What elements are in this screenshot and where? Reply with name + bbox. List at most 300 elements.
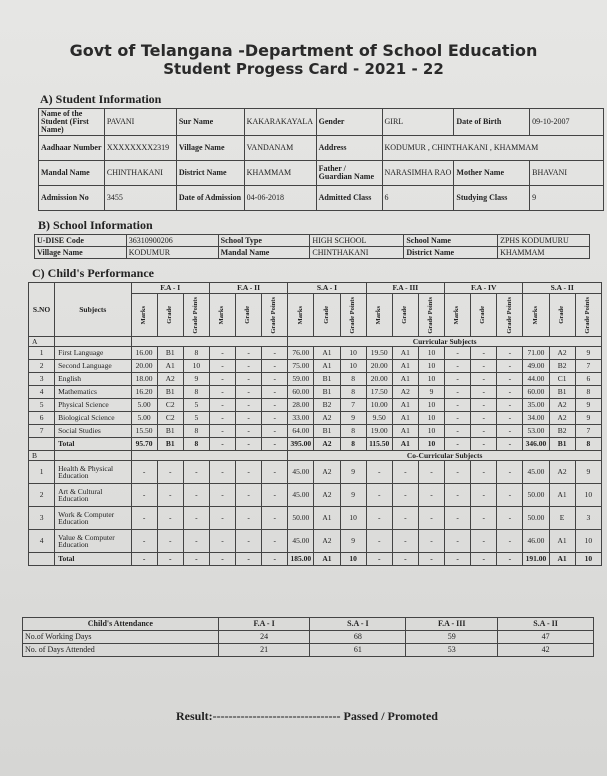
total-cell: -: [418, 553, 444, 566]
grade-cell: 10: [183, 360, 209, 373]
student-info-heading: A) Student Information: [40, 92, 162, 106]
udise-value: 36310900206: [126, 235, 218, 247]
grade-cell: 28.00: [288, 399, 314, 412]
col-header-label: Grade Points: [348, 296, 356, 334]
col-header: [288, 294, 314, 337]
admno-label: Admission No: [39, 186, 105, 211]
grade-cell: -: [497, 360, 523, 373]
grade-cell: -: [471, 425, 497, 438]
grade-cell: 16.00: [131, 347, 157, 360]
grade-cell: -: [236, 461, 262, 484]
grade-cell: -: [497, 530, 523, 553]
grade-cell: -: [497, 347, 523, 360]
col-header: [471, 294, 497, 337]
grade-cell: 8: [340, 373, 366, 386]
udise-label: U-DISE Code: [35, 235, 127, 247]
section-letter: A: [29, 337, 55, 347]
grade-cell: 9: [575, 399, 601, 412]
school-mandal-label: Mandal Name: [218, 247, 310, 259]
grade-cell: 8: [340, 386, 366, 399]
grade-cell: -: [445, 360, 471, 373]
result-value: Passed / Promoted: [343, 709, 438, 723]
grade-cell: A2: [314, 484, 340, 507]
school-info-table: [34, 234, 590, 259]
grade-cell: 9: [418, 386, 444, 399]
performance-heading: C) Child's Performance: [32, 266, 154, 280]
grade-cell: 50.00: [523, 484, 549, 507]
total-cell: 346.00: [523, 438, 549, 451]
att-value: 24: [218, 631, 310, 644]
grade-cell: C2: [157, 399, 183, 412]
grade-cell: -: [157, 507, 183, 530]
grade-cell: 50.00: [288, 507, 314, 530]
col-header: [209, 294, 235, 337]
grade-cell: 10: [340, 507, 366, 530]
grade-cell: -: [236, 360, 262, 373]
grade-cell: 10: [418, 347, 444, 360]
grade-cell: -: [471, 373, 497, 386]
att-value: 68: [310, 631, 406, 644]
subject-name: Total: [55, 553, 131, 566]
grade-cell: -: [497, 412, 523, 425]
col-header: [131, 294, 157, 337]
row-sno: 1: [29, 347, 55, 360]
grade-cell: 15.50: [131, 425, 157, 438]
section-spacer: [55, 337, 131, 347]
grade-cell: B1: [549, 386, 575, 399]
grade-cell: 44.00: [523, 373, 549, 386]
grade-cell: A1: [314, 347, 340, 360]
grade-cell: -: [236, 373, 262, 386]
grade-cell: -: [445, 373, 471, 386]
exam-header: F.A - II: [209, 283, 287, 294]
grade-cell: 9: [575, 461, 601, 484]
name-value: PAVANI: [104, 109, 176, 136]
grade-cell: A1: [392, 373, 418, 386]
total-cell: A1: [314, 553, 340, 566]
grade-cell: -: [209, 425, 235, 438]
col-header-label: Grade Points: [584, 296, 592, 334]
subject-name: Physical Science: [55, 399, 131, 412]
grade-cell: -: [209, 360, 235, 373]
exam-header: S.A - II: [523, 283, 602, 294]
total-cell: 10: [575, 553, 601, 566]
total-cell: -: [209, 553, 235, 566]
section-letter: B: [29, 451, 55, 461]
grade-cell: -: [209, 412, 235, 425]
grade-cell: -: [471, 484, 497, 507]
total-cell: 395.00: [288, 438, 314, 451]
total-cell: -: [445, 438, 471, 451]
att-value: 53: [406, 644, 498, 657]
attendance-table: [22, 617, 594, 657]
page-title: Govt of Telangana -Department of School Education: [69, 41, 538, 60]
total-cell: 8: [575, 438, 601, 451]
grade-cell: -: [392, 461, 418, 484]
grade-cell: -: [445, 530, 471, 553]
grade-cell: 9: [575, 412, 601, 425]
grade-cell: 8: [183, 386, 209, 399]
grade-cell: B1: [157, 347, 183, 360]
row-sno: 5: [29, 399, 55, 412]
grade-cell: 8: [340, 425, 366, 438]
col-header-label: Marks: [139, 305, 147, 325]
grade-cell: 10: [418, 399, 444, 412]
subject-name: Total: [55, 438, 131, 451]
grade-cell: A1: [314, 507, 340, 530]
grade-cell: 19.50: [366, 347, 392, 360]
col-header-label: Grade: [165, 306, 173, 324]
studclass-value: 9: [530, 186, 604, 211]
grade-cell: 10: [418, 425, 444, 438]
grade-cell: -: [497, 461, 523, 484]
grade-cell: -: [497, 507, 523, 530]
grade-cell: 45.00: [288, 530, 314, 553]
grade-cell: -: [418, 507, 444, 530]
grade-cell: -: [183, 484, 209, 507]
grade-cell: E: [549, 507, 575, 530]
total-cell: -: [471, 553, 497, 566]
total-cell: -: [157, 553, 183, 566]
col-header: [236, 294, 262, 337]
grade-cell: A2: [314, 412, 340, 425]
grade-cell: -: [183, 530, 209, 553]
total-cell: 8: [183, 438, 209, 451]
grade-cell: 71.00: [523, 347, 549, 360]
grade-cell: 20.00: [366, 360, 392, 373]
grade-cell: -: [209, 507, 235, 530]
grade-cell: -: [418, 461, 444, 484]
grade-cell: -: [183, 461, 209, 484]
grade-cell: -: [209, 347, 235, 360]
grade-cell: 6: [575, 373, 601, 386]
col-header: [340, 294, 366, 337]
grade-cell: 7: [340, 399, 366, 412]
doa-value: 04-06-2018: [244, 186, 316, 211]
subject-name: First Language: [55, 347, 131, 360]
grade-cell: A1: [392, 425, 418, 438]
working-days-label: No.of Working Days: [23, 631, 219, 644]
total-cell: -: [262, 553, 288, 566]
grade-cell: 8: [183, 425, 209, 438]
grade-cell: -: [262, 425, 288, 438]
father-label: Father / Guardian Name: [316, 161, 382, 186]
grade-cell: -: [131, 507, 157, 530]
grade-cell: 20.00: [131, 360, 157, 373]
col-header: [549, 294, 575, 337]
col-header-label: Marks: [374, 305, 382, 325]
surname-label: Sur Name: [176, 109, 244, 136]
gender-value: GIRL: [382, 109, 454, 136]
grade-cell: 9: [183, 373, 209, 386]
row-sno: 2: [29, 484, 55, 507]
school-village-label: Village Name: [35, 247, 127, 259]
grade-cell: -: [497, 484, 523, 507]
col-header: [183, 294, 209, 337]
row-sno: 1: [29, 461, 55, 484]
village-label: Village Name: [176, 136, 244, 161]
col-header: [262, 294, 288, 337]
total-cell: 10: [340, 553, 366, 566]
grade-cell: -: [236, 386, 262, 399]
cocurricular-heading: Co-Curricular Subjects: [288, 451, 602, 461]
grade-cell: 9: [340, 461, 366, 484]
grade-cell: -: [418, 530, 444, 553]
subject-name: Social Studies: [55, 425, 131, 438]
name-label: Name of the Student (First Name): [39, 109, 105, 136]
grade-cell: A2: [549, 412, 575, 425]
subject-name: Mathematics: [55, 386, 131, 399]
grade-cell: -: [183, 507, 209, 530]
dob-value: 09-10-2007: [530, 109, 604, 136]
exam-header: F.A - III: [366, 283, 444, 294]
col-header-label: Grade Points: [270, 296, 278, 334]
grade-cell: 75.00: [288, 360, 314, 373]
grade-cell: -: [262, 347, 288, 360]
grade-cell: -: [131, 530, 157, 553]
grade-cell: 49.00: [523, 360, 549, 373]
col-header-label: Marks: [531, 305, 539, 325]
grade-cell: A1: [392, 399, 418, 412]
grade-cell: 50.00: [523, 507, 549, 530]
grade-cell: -: [157, 530, 183, 553]
grade-cell: C2: [157, 412, 183, 425]
grade-cell: -: [366, 507, 392, 530]
grade-cell: A2: [549, 347, 575, 360]
total-cell: 115.50: [366, 438, 392, 451]
grade-cell: 16.20: [131, 386, 157, 399]
subject-name: Work & Computer Education: [55, 507, 131, 530]
grade-cell: -: [445, 399, 471, 412]
school-village-value: KODUMUR: [126, 247, 218, 259]
admno-value: 3455: [104, 186, 176, 211]
school-district-label: District Name: [404, 247, 498, 259]
days-attended-label: No. of Days Attended: [23, 644, 219, 657]
mandal-label: Mandal Name: [39, 161, 105, 186]
aadhaar-value: XXXXXXXX2319: [104, 136, 176, 161]
total-cell: -: [392, 553, 418, 566]
mother-label: Mother Name: [454, 161, 530, 186]
grade-cell: 9: [340, 484, 366, 507]
grade-cell: A2: [549, 399, 575, 412]
grade-cell: 60.00: [523, 386, 549, 399]
grade-cell: 19.00: [366, 425, 392, 438]
grade-cell: B1: [157, 425, 183, 438]
grade-cell: -: [236, 507, 262, 530]
section-spacer: [55, 451, 131, 461]
subject-name: Biological Science: [55, 412, 131, 425]
grade-cell: -: [131, 484, 157, 507]
grade-cell: 17.50: [366, 386, 392, 399]
grade-cell: 10: [418, 360, 444, 373]
col-header-label: Grade: [401, 306, 409, 324]
col-header: [157, 294, 183, 337]
grade-cell: A1: [157, 360, 183, 373]
grade-cell: 10: [340, 360, 366, 373]
row-sno: 6: [29, 412, 55, 425]
grade-cell: B2: [549, 425, 575, 438]
col-header: [497, 294, 523, 337]
admclass-value: 6: [382, 186, 454, 211]
grade-cell: -: [445, 347, 471, 360]
curricular-heading: Curricular Subjects: [288, 337, 602, 347]
row-sno: 3: [29, 507, 55, 530]
grade-cell: -: [471, 507, 497, 530]
subject-name: Art & Cultural Education: [55, 484, 131, 507]
grade-cell: -: [471, 461, 497, 484]
col-header: [392, 294, 418, 337]
grade-cell: B1: [157, 386, 183, 399]
grade-cell: -: [366, 484, 392, 507]
grade-cell: 64.00: [288, 425, 314, 438]
grade-cell: 9.50: [366, 412, 392, 425]
total-cell: -: [236, 438, 262, 451]
grade-cell: 9: [575, 347, 601, 360]
grade-cell: 7: [575, 425, 601, 438]
grade-cell: -: [236, 530, 262, 553]
grade-cell: 5.00: [131, 412, 157, 425]
grade-cell: A2: [314, 530, 340, 553]
grade-cell: -: [471, 530, 497, 553]
row-sno: 4: [29, 386, 55, 399]
subject-name: Value & Computer Education: [55, 530, 131, 553]
total-cell: -: [366, 553, 392, 566]
grade-cell: -: [236, 347, 262, 360]
grade-cell: 3: [575, 507, 601, 530]
att-value: 42: [498, 644, 594, 657]
grade-cell: -: [157, 484, 183, 507]
address-label: Address: [316, 136, 382, 161]
sno-header: S.NO: [29, 283, 55, 337]
section-spacer: [131, 337, 288, 347]
grade-cell: -: [131, 461, 157, 484]
grade-cell: 10: [575, 530, 601, 553]
gender-label: Gender: [316, 109, 382, 136]
grade-cell: B2: [314, 399, 340, 412]
section-spacer: [131, 451, 288, 461]
grade-cell: -: [262, 461, 288, 484]
grade-cell: 34.00: [523, 412, 549, 425]
subjects-header: Subjects: [55, 283, 131, 337]
total-cell: B1: [157, 438, 183, 451]
total-cell: -: [131, 553, 157, 566]
grade-cell: -: [445, 412, 471, 425]
village-value: VANDANAM: [244, 136, 316, 161]
grade-cell: -: [471, 399, 497, 412]
grade-cell: B1: [314, 386, 340, 399]
total-cell: -: [236, 553, 262, 566]
total-cell: 95.70: [131, 438, 157, 451]
father-value: NARASIMHA RAO: [382, 161, 454, 186]
school-info-heading: B) School Information: [38, 218, 153, 232]
grade-cell: -: [445, 484, 471, 507]
district-value: KHAMMAM: [244, 161, 316, 186]
grade-cell: -: [497, 425, 523, 438]
grade-cell: -: [497, 386, 523, 399]
grade-cell: 9: [340, 412, 366, 425]
grade-cell: -: [366, 530, 392, 553]
grade-cell: 10: [340, 347, 366, 360]
grade-cell: -: [471, 347, 497, 360]
grade-cell: -: [209, 386, 235, 399]
grade-cell: -: [209, 530, 235, 553]
grade-cell: -: [209, 484, 235, 507]
grade-cell: 5: [183, 399, 209, 412]
result-line: [176, 709, 438, 724]
col-header: [418, 294, 444, 337]
col-header-label: Grade Points: [427, 296, 435, 334]
att-exam-header: F.A - III: [406, 618, 498, 631]
grade-cell: A2: [392, 386, 418, 399]
grade-cell: A2: [314, 461, 340, 484]
grade-cell: -: [157, 461, 183, 484]
school-name-label: School Name: [404, 235, 498, 247]
school-type-value: HIGH SCHOOL: [310, 235, 404, 247]
grade-cell: -: [471, 386, 497, 399]
total-cell: A1: [549, 553, 575, 566]
mandal-value: CHINTHAKANI: [104, 161, 176, 186]
page-subtitle: Student Progess Card - 2021 - 22: [163, 60, 444, 78]
grade-cell: -: [262, 484, 288, 507]
grade-cell: 35.00: [523, 399, 549, 412]
total-cell: A2: [314, 438, 340, 451]
col-header-label: Grade: [244, 306, 252, 324]
col-header-label: Grade: [557, 306, 565, 324]
grade-cell: 45.00: [288, 484, 314, 507]
grade-cell: A1: [314, 360, 340, 373]
grade-cell: 45.00: [523, 461, 549, 484]
school-district-value: KHAMMAM: [498, 247, 590, 259]
total-cell: -: [497, 438, 523, 451]
col-header-label: Grade Points: [192, 296, 200, 334]
grade-cell: A1: [549, 530, 575, 553]
grade-cell: -: [445, 386, 471, 399]
total-cell: -: [445, 553, 471, 566]
col-header: [366, 294, 392, 337]
grade-cell: 7: [575, 360, 601, 373]
grade-cell: -: [445, 507, 471, 530]
address-value: KODUMUR , CHINTHAKANI , KHAMMAM: [382, 136, 604, 161]
total-cell: -: [183, 553, 209, 566]
grade-cell: -: [392, 530, 418, 553]
grade-cell: -: [392, 484, 418, 507]
grade-cell: A1: [549, 484, 575, 507]
grade-cell: 20.00: [366, 373, 392, 386]
row-sno: 2: [29, 360, 55, 373]
col-header: [445, 294, 471, 337]
att-exam-header: S.A - II: [498, 618, 594, 631]
col-header-label: Marks: [296, 305, 304, 325]
grade-cell: 45.00: [288, 461, 314, 484]
col-header: [314, 294, 340, 337]
grade-cell: -: [445, 425, 471, 438]
grade-cell: A2: [157, 373, 183, 386]
grade-cell: -: [392, 507, 418, 530]
grade-cell: 46.00: [523, 530, 549, 553]
att-value: 59: [406, 631, 498, 644]
total-cell: 185.00: [288, 553, 314, 566]
col-header-label: Grade: [322, 306, 330, 324]
grade-cell: -: [262, 412, 288, 425]
total-cell: -: [497, 553, 523, 566]
grade-cell: 10: [418, 373, 444, 386]
grade-cell: -: [262, 507, 288, 530]
exam-header: F.A - IV: [445, 283, 523, 294]
grade-cell: -: [262, 530, 288, 553]
grade-cell: -: [262, 373, 288, 386]
att-exam-header: S.A - I: [310, 618, 406, 631]
row-sno: [29, 553, 55, 566]
